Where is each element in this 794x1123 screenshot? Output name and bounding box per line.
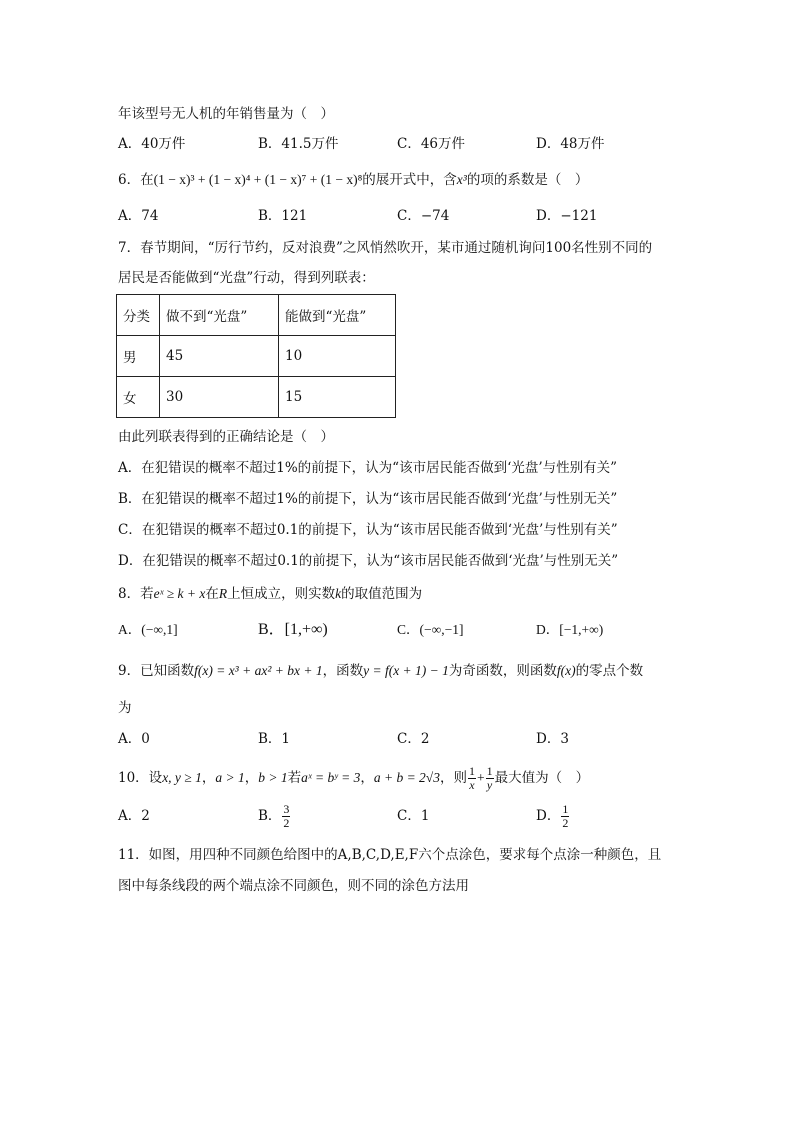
q7-option-c: C．在犯错误的概率不超过0.1的前提下，认为“该市居民能否做到‘光盘’与性别有关”	[118, 522, 618, 538]
table-row	[117, 336, 396, 377]
q5-option-c: C．46万件	[397, 136, 466, 152]
q9-label: 9．已知函数	[118, 663, 195, 679]
q6-tail2: 的项的系数是（ ）	[466, 172, 589, 188]
table-header-cell: 能做到“光盘”	[279, 295, 396, 336]
table-header-row	[117, 295, 396, 336]
q8-tail2: 的取值范围为	[341, 586, 423, 602]
q7-question: 由此列联表得到的正确结论是（ ）	[118, 429, 334, 445]
table-row	[117, 377, 396, 418]
table-header-cell: 做不到“光盘”	[160, 295, 279, 336]
q10-condition1: x, y ≥ 1	[162, 770, 202, 785]
q8-inequality: eˣ ≥ k + x	[153, 586, 206, 601]
q9-stem	[118, 661, 643, 681]
q5-stem-tail: 年该型号无人机的年销售量为（ ）	[118, 106, 334, 122]
q10-fraction-1-over-y: $\frac{1}{y}$	[486, 764, 493, 792]
q8-set: R	[218, 586, 228, 601]
q10-option-d-fraction: $\frac{1}{2}$	[562, 802, 569, 830]
q8-mid: 在	[205, 586, 219, 602]
q10-if-word: 若	[287, 770, 302, 786]
q7-option-a: A．在犯错误的概率不超过1%的前提下，认为“该市居民能否做到‘光盘’与性别有关”	[118, 460, 618, 476]
q6-option-d: D．−121	[536, 208, 598, 224]
q10-option-d: D． $\frac{1}{2}$	[536, 802, 569, 830]
q10-option-c: C．1	[397, 808, 430, 824]
table-cell: 30	[160, 377, 279, 418]
q8-option-a: A．(−∞,1]	[118, 622, 178, 637]
q8-label: 8．若	[118, 586, 154, 602]
q8-option-c: C．(−∞,−1]	[397, 622, 464, 637]
table-cell: 45	[160, 336, 279, 377]
q9-function2: y = f(x + 1) − 1	[363, 663, 449, 678]
q10-option-b: B． $\frac{3}{2}$	[258, 802, 290, 830]
q8-stem	[118, 584, 422, 604]
q5-option-d: D．48万件	[536, 136, 605, 152]
q6-stem	[118, 170, 588, 190]
q9-function: f(x) = x³ + ax² + bx + 1	[194, 663, 323, 678]
q6-option-b: B．121	[258, 208, 308, 224]
q9-option-c: C．2	[397, 731, 430, 747]
q11-stem-line1: 11．如图，用四种不同颜色给图中的A,B,C,D,E,F六个点涂色，要求每个点涂一种颜色，且	[118, 847, 662, 863]
q7-stem-line1: 7．春节期间，“厉行节约，反对浪费”之风悄然吹开，某市通过随机询问100名性别不同的	[118, 240, 653, 256]
q9-function3: f(x)	[556, 663, 576, 678]
table-header-cell: 分类	[117, 295, 160, 336]
q9-option-d: D．3	[536, 731, 569, 747]
q10-condition4: aˣ = bʸ = 3	[301, 770, 361, 785]
table-cell: 男	[117, 336, 160, 377]
q6-tail1: 的展开式中，含	[362, 172, 457, 188]
q8-option-b: B．[1,+∞)	[258, 621, 328, 638]
q6-label: 6．在	[118, 172, 154, 188]
q10-option-a: A．2	[118, 808, 150, 824]
table-cell: 15	[279, 377, 396, 418]
table-cell: 10	[279, 336, 396, 377]
q5-option-a: A．40万件	[118, 136, 186, 152]
q6-expression: (1 − x)³ + (1 − x)⁴ + (1 − x)⁷ + (1 − x)⁸	[153, 172, 363, 187]
q7-option-d: D．在犯错误的概率不超过0.1的前提下，认为“该市居民能否做到‘光盘’与性别无关”	[118, 553, 619, 569]
q9-tail2: 的零点个数	[575, 663, 644, 679]
q9-stem-line2: 为	[118, 700, 132, 716]
q10-then-word: ，则	[439, 770, 467, 786]
q8-tail: 上恒成立，则实数	[227, 586, 336, 602]
q6-option-c: C．−74	[397, 208, 450, 224]
q10-fraction-1-over-x: $\frac{1}{x}$	[468, 764, 475, 792]
contingency-table	[116, 294, 396, 418]
q7-stem-line2: 居民是否能做到“光盘”行动，得到列联表：	[118, 270, 375, 286]
q10-condition3: b > 1	[258, 770, 288, 785]
q8-option-d: D．[−1,+∞)	[536, 622, 604, 637]
q6-option-a: A．74	[118, 208, 159, 224]
q9-option-a: A．0	[118, 731, 150, 747]
q8-variable: k	[335, 586, 342, 601]
q10-label: 10．设	[118, 770, 163, 786]
q10-condition5: a + b = 2√3	[373, 770, 440, 785]
q9-mid: ，函数	[322, 663, 364, 679]
q7-option-b: B．在犯错误的概率不超过1%的前提下，认为“该市居民能否做到‘光盘’与性别无关”	[118, 491, 618, 507]
q10-tail: 最大值为（ ）	[494, 770, 590, 786]
q9-option-b: B．1	[258, 731, 291, 747]
q9-tail: 为奇函数，则函数	[448, 663, 557, 679]
table-cell: 女	[117, 377, 160, 418]
q5-option-b: B．41.5万件	[258, 136, 339, 152]
q6-variable: x³	[456, 172, 467, 187]
q11-stem-line2: 图中每条线段的两个端点涂不同颜色，则不同的涂色方法用	[118, 878, 469, 894]
q10-stem: 10．设x, y ≥ 1，a > 1，b > 1若aˣ = bʸ = 3，a + b = 2√3，则 $\frac{1}{x}$ + $\frac{1}{y}$ 最大值为（ ）	[118, 764, 590, 792]
q10-condition2: a > 1	[215, 770, 245, 785]
q10-option-b-fraction: $\frac{3}{2}$	[283, 802, 290, 830]
